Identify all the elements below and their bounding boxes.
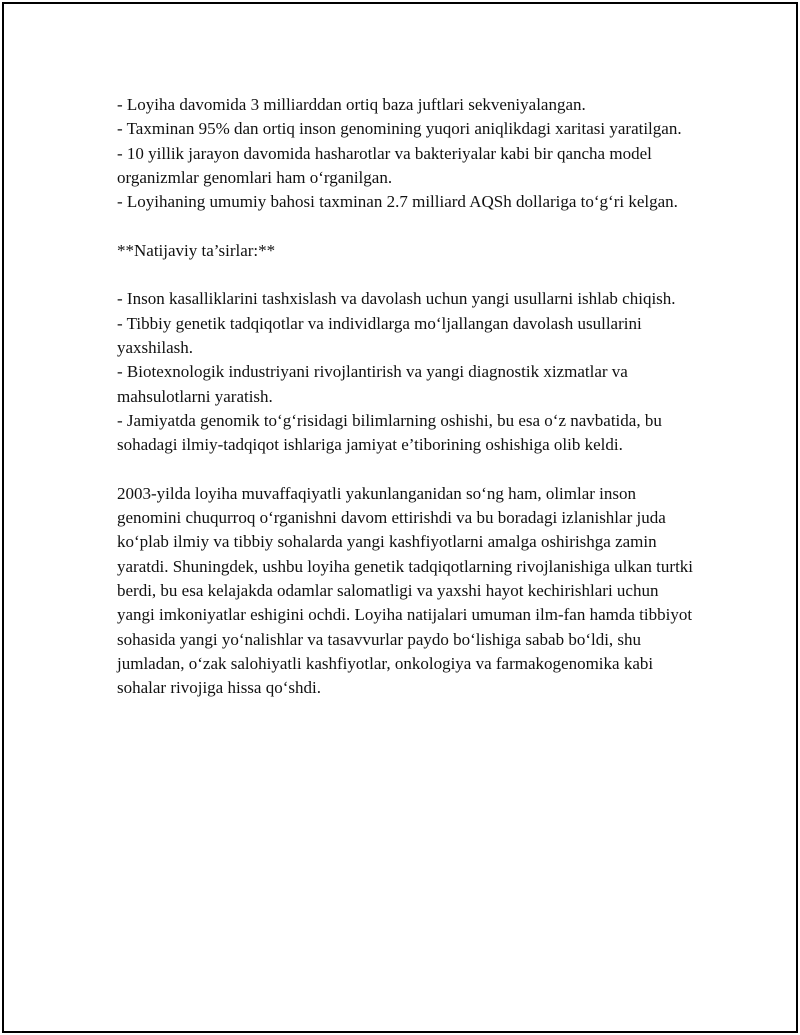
bullet-sequenced-pairs: - Loyiha davomida 3 milliarddan ortiq baza juftlari sekveniyalangan. [117, 95, 586, 114]
document-body [117, 93, 697, 700]
spacer [117, 263, 697, 287]
bullet-diagnosis-methods: - Inson kasalliklarini tashxislash va davolash uchun yangi usullarni ishlab chiqish. [117, 289, 676, 309]
bullet-model-organisms: - 10 yillik jarayon davomida hasharotlar va bakteriyalar kabi bir qancha model organizmlar genomlari ham o‘rganilgan. [117, 143, 652, 187]
section-heading: **Natijaviy ta’sirlar:** [117, 240, 276, 260]
bullet-project-cost: - Loyihaning umumiy bahosi taxminan 2.7 milliard AQSh dollariga to‘g‘ri kelgan. [117, 192, 678, 212]
bullet-public-knowledge: - Jamiyatda genomik to‘g‘risidagi bilimlarning oshishi, bu esa o‘z navbatida, bu sohadagi ilmiy-tadqiqot ishlariga jamiyat e’tiborining oshishiga olib keldi. [117, 410, 662, 455]
bullet-medical-genetics: - Tibbiy genetik tadqiqotlar va individlarga mo‘ljallangan davolash usullarini yaxshilash. [117, 313, 642, 357]
spacer [117, 457, 697, 481]
bullet-biotech-industry: - Biotexnologik industriyani rivojlantirish va yangi diagnostik xizmatlar va mahsulotlarni yaratish. [117, 362, 628, 406]
closing-paragraph: 2003-yilda loyiha muvaffaqiyatli yakunlanganidan so‘ng ham, olimlar inson genomini chuqurroq o‘rganishni davom ettirishdi va bu boradagi izlanishlar juda ko‘plab ilmiy va tibbiy sohalarda yangi kashfiyotlarni amalga oshirishga zamin yaratdi. Shuningdek, ushbu loyiha genetik tadqiqotlarning rivojlanishiga ulkan turtki berdi, bu esa kelajakda odamlar salomatligi va yaxshi hayot kechirishlari uchun yangi imkoniyatlar eshigini ochdi. Loyiha natijalari umuman ilm-fan hamda tibbiyot sohasida yangi yo‘nalishlar va tasavvurlar paydo bo‘lishiga sabab bo‘ldi, shu jumladan, o‘zak salohiyatli kashfiyotlar, onkologiya va farmakogenomika kabi sohalar rivojiga hissa qo‘shdi. [117, 483, 694, 698]
spacer [117, 214, 697, 238]
bullet-genome-map: - Taxminan 95% dan ortiq inson genomining yuqori aniqlikdagi xaritasi yaratilgan. [117, 119, 682, 139]
